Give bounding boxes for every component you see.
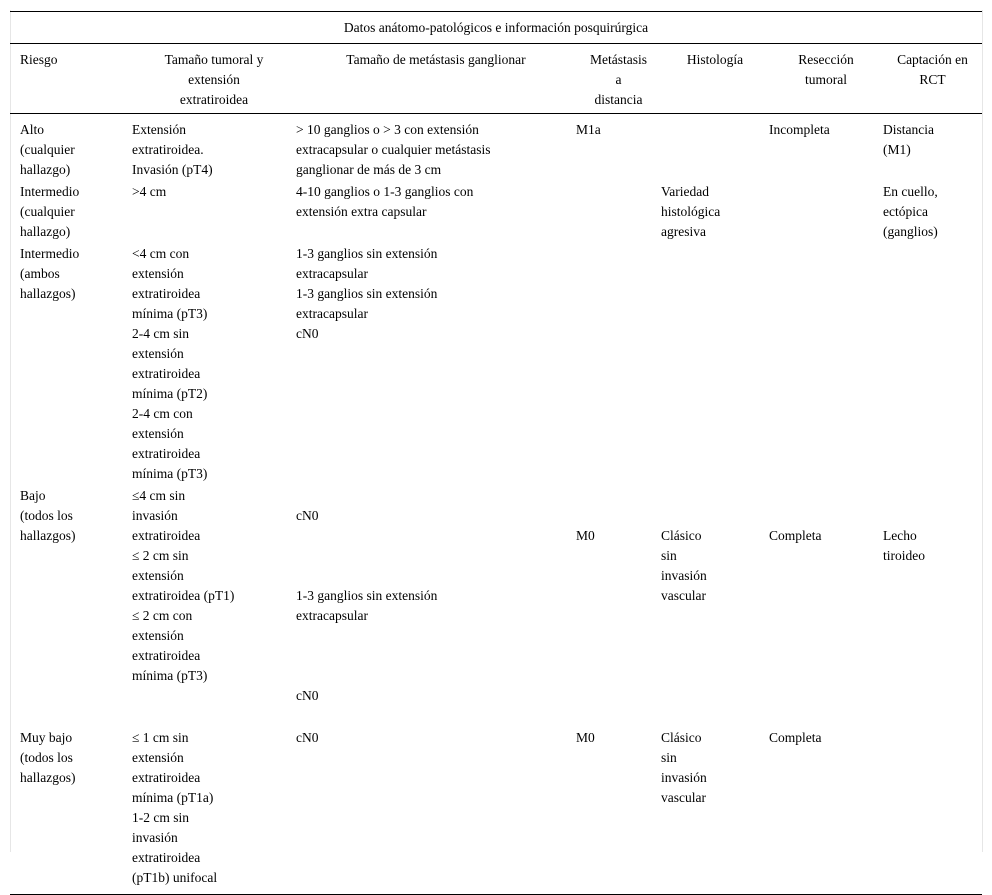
cell-tamano: <4 cm con extensión extratiroidea mínima (pT3) 2-4 cm sin extensión extratiroidea mínima (pT2) 2-4 cm con extensión extratiroidea mínima (pT3) [132, 246, 208, 481]
cell-riesgo: Bajo (todos los hallazgos) [20, 488, 76, 543]
header-reseccion: Resección tumoral [769, 44, 883, 114]
cell-tamano: ≤ 1 cm sin extensión extratiroidea mínima (pT1a) 1-2 cm sin invasión extratiroidea (pT1b) unifocal [132, 726, 296, 895]
cell-metastasis [576, 242, 661, 484]
spacer [883, 506, 982, 526]
cell-tamano: Extensión extratiroidea. Invasión (pT4) [132, 122, 213, 177]
header-histologia: Histología [661, 44, 769, 114]
cell-ganglionar [296, 484, 576, 726]
table-caption: Datos anátomo-patológicos e información posquirúrgica [10, 12, 982, 44]
table-row-alto [10, 114, 982, 181]
reseccion-value: Completa [769, 528, 822, 543]
cell-histologia [661, 484, 769, 726]
cell-reseccion: Completa [769, 726, 883, 895]
header-tamano: Tamaño tumoral y extensión extratiroidea [132, 44, 296, 114]
cell-ganglionar: 1-3 ganglios sin extensión extracapsular 1-3 ganglios sin extensión extracapsular cN0 [296, 246, 438, 341]
header-riesgo: Riesgo [10, 44, 132, 114]
spacer [576, 506, 661, 526]
cell-riesgo: Intermedio (ambos hallazgos) [20, 246, 80, 301]
cell-histologia: Variedad histológica agresiva [661, 184, 721, 239]
spacer [769, 486, 883, 506]
histologia-value: Clásico sin invasión vascular [661, 528, 707, 603]
cell-tamano: >4 cm [132, 184, 167, 199]
cell-captacion [883, 726, 982, 895]
cell-reseccion: Incompleta [769, 122, 830, 137]
spacer [296, 646, 576, 666]
table-row-intermedio-ambos [10, 242, 982, 484]
captacion-value: Lecho tiroideo [883, 528, 925, 563]
cell-metastasis: M0 [576, 726, 661, 895]
cell-ganglionar: > 10 ganglios o > 3 con extensión extracapsular o cualquier metástasis ganglionar de más de 3 cm [296, 122, 491, 177]
cell-ganglionar: 4-10 ganglios o 1-3 ganglios con extensión extra capsular [296, 184, 474, 219]
cell-histologia [661, 242, 769, 484]
cell-reseccion [769, 242, 883, 484]
cell-histologia: Clásico sin invasión vascular [661, 726, 769, 895]
ganglionar-line-a: cN0 [296, 508, 319, 523]
spacer [576, 486, 661, 506]
spacer [661, 506, 769, 526]
cell-histologia [661, 114, 769, 181]
cell-reseccion [769, 484, 883, 726]
metastasis-value: M0 [576, 528, 595, 543]
ganglionar-line-b: 1-3 ganglios sin extensión extracapsular [296, 588, 438, 623]
header-ganglionar: Tamaño de metástasis ganglionar [296, 44, 576, 114]
cell-captacion [883, 484, 982, 726]
cell-captacion: En cuello, ectópica (ganglios) [883, 184, 938, 239]
ganglionar-line-c: cN0 [296, 688, 319, 703]
header-captacion: Captación en RCT [883, 44, 982, 114]
risk-table [10, 11, 982, 895]
cell-riesgo: Alto (cualquier hallazgo) [20, 122, 75, 177]
table-row-muy-bajo [10, 726, 982, 895]
table-caption-row [10, 12, 982, 44]
cell-reseccion [769, 180, 883, 242]
header-metastasis: Metástasis a distancia [576, 44, 661, 114]
table-row-bajo [10, 484, 982, 726]
cell-metastasis [576, 484, 661, 726]
cell-riesgo: Intermedio (cualquier hallazgo) [20, 184, 80, 239]
table-header-row [10, 44, 982, 114]
cell-tamano: ≤4 cm sin invasión extratiroidea ≤ 2 cm sin extensión extratiroidea (pT1) ≤ 2 cm con extensión extratiroidea mínima (pT3) [132, 488, 235, 683]
cell-metastasis: M1a [576, 122, 601, 137]
spacer [769, 506, 883, 526]
cell-riesgo: Muy bajo (todos los hallazgos) [10, 726, 132, 895]
cell-captacion [883, 242, 982, 484]
spacer [296, 546, 576, 566]
cell-metastasis [576, 180, 661, 242]
spacer [661, 486, 769, 506]
spacer [883, 486, 982, 506]
cell-ganglionar: cN0 [296, 726, 576, 895]
cell-captacion: Distancia (M1) [883, 122, 934, 157]
table-row-intermedio-cualquier [10, 180, 982, 242]
